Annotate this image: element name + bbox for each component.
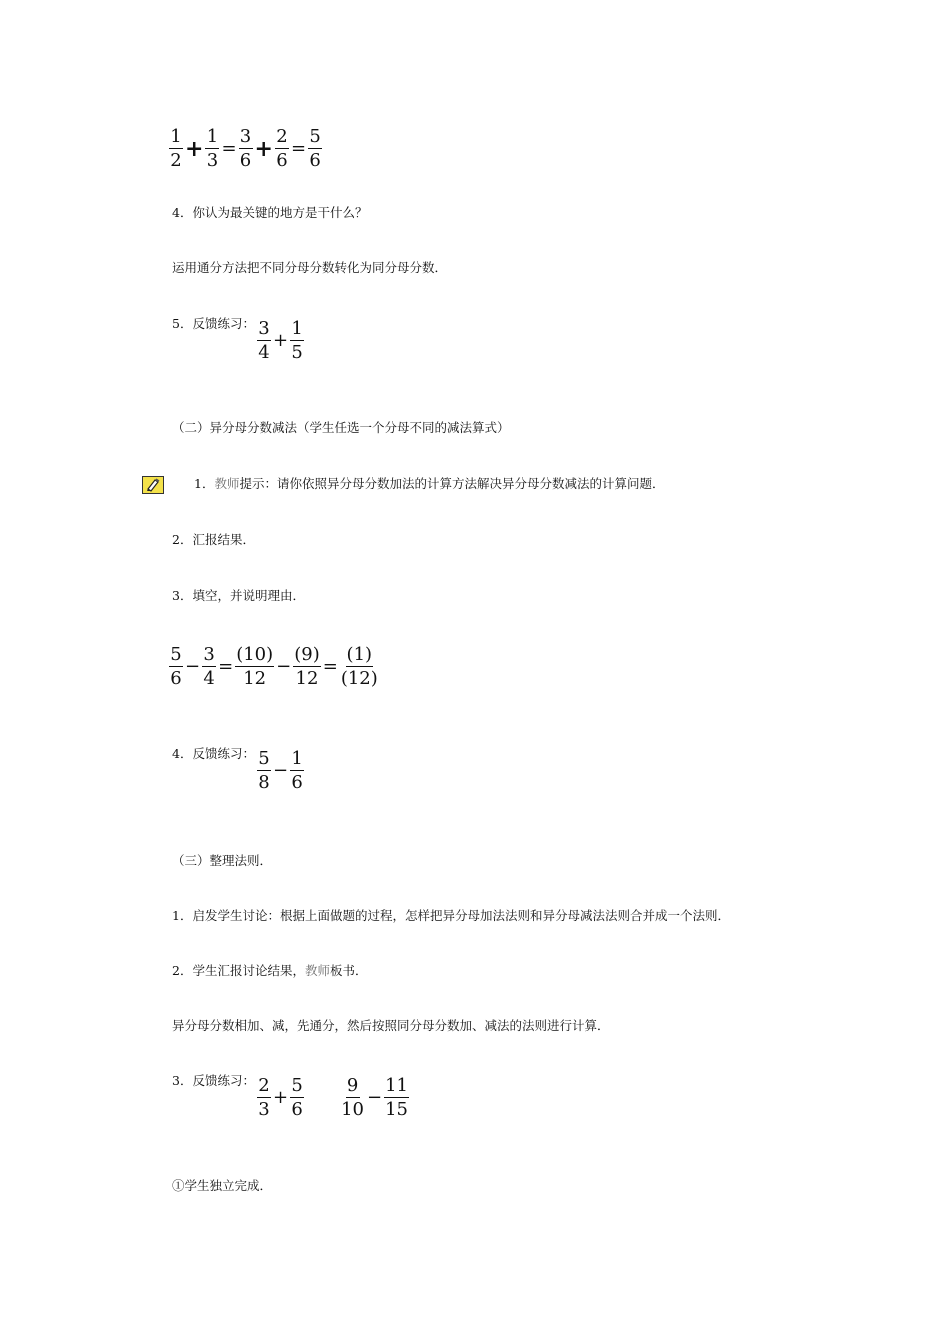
numerator: 9 xyxy=(346,1075,359,1096)
denominator: (12) xyxy=(340,668,378,689)
numerator: (1) xyxy=(346,644,373,665)
question-key-point: 4．你认为最关键的地方是干什么？ xyxy=(172,205,368,220)
numerator: 5 xyxy=(258,748,270,769)
denominator: 6 xyxy=(309,150,321,171)
equation-subtraction-fill xyxy=(168,644,380,689)
teacher-hint-text: 提示：请你依照异分母分数加法的计算方法解决异分母分数减法的计算问题． xyxy=(239,476,665,491)
feedback-practice-expression-5 xyxy=(256,318,305,363)
fraction xyxy=(204,126,220,171)
teacher-label-2: 教师 xyxy=(304,963,330,978)
teacher-hint-number: 1． xyxy=(194,476,215,491)
denominator: 4 xyxy=(203,668,215,689)
independent-completion: ①学生独立完成． xyxy=(172,1178,273,1193)
denominator: 5 xyxy=(291,342,303,363)
denominator: 8 xyxy=(258,772,270,793)
numerator: 1 xyxy=(291,318,303,339)
numerator: (9) xyxy=(294,644,320,665)
denominator: 10 xyxy=(341,1099,364,1120)
math-operator: = xyxy=(221,138,237,159)
denominator: 6 xyxy=(276,150,288,171)
math-operator: + xyxy=(185,135,204,162)
math-operator: = xyxy=(322,656,338,677)
feedback-practice-label-3: 3．反馈练习： xyxy=(172,1073,255,1088)
section-title-subtraction: （二）异分母分数减法（学生任选一个分母不同的减法算式） xyxy=(172,420,510,435)
denominator: 6 xyxy=(291,772,303,793)
math-operator: − xyxy=(276,656,292,677)
math-operator: + xyxy=(273,330,289,351)
feedback-practice-label-5: 5．反馈练习： xyxy=(172,316,255,331)
pencil-note-icon xyxy=(142,476,164,494)
fraction xyxy=(238,126,254,171)
math-operator: = xyxy=(218,656,234,677)
section-title-rules: （三）整理法则． xyxy=(172,853,273,868)
student-report xyxy=(172,963,368,979)
fraction xyxy=(339,1075,366,1120)
numerator: 1 xyxy=(170,126,182,147)
numerator: 5 xyxy=(170,644,182,665)
teacher-label: 教师 xyxy=(214,476,240,491)
denominator: 12 xyxy=(295,668,319,689)
math-operator: − xyxy=(185,656,201,677)
teacher-hint xyxy=(194,476,664,492)
fraction xyxy=(274,126,290,171)
numerator: 3 xyxy=(203,644,215,665)
fraction xyxy=(383,1075,410,1120)
fraction xyxy=(256,318,272,363)
feedback-practice-label-4: 4．反馈练习： xyxy=(172,746,255,761)
feedback-practice-expression-4 xyxy=(256,748,305,793)
denominator: 12 xyxy=(243,668,267,689)
denominator: 3 xyxy=(258,1099,270,1120)
fraction xyxy=(201,644,217,689)
student-report-suffix: 板书． xyxy=(329,963,368,978)
fraction xyxy=(289,748,305,793)
numerator: (10) xyxy=(236,644,274,665)
numerator: 1 xyxy=(291,748,303,769)
fraction xyxy=(256,748,272,793)
denominator: 6 xyxy=(170,668,182,689)
denominator: 2 xyxy=(170,150,182,171)
student-report-prefix: 2．学生汇报讨论结果， xyxy=(172,963,305,978)
fraction xyxy=(289,1075,305,1120)
discussion-prompt: 1．启发学生讨论：根据上面做题的过程，怎样把异分母加法法则和异分母减法法则合并成一个法则． xyxy=(172,908,730,923)
equation-addition-example xyxy=(168,126,323,171)
fill-in-blank-instruction: 3．填空，并说明理由． xyxy=(172,588,305,603)
math-operator: + xyxy=(254,135,273,162)
fraction xyxy=(256,1075,272,1120)
denominator: 4 xyxy=(258,342,270,363)
math-operator: + xyxy=(273,1087,289,1108)
fraction xyxy=(168,644,184,689)
numerator: 3 xyxy=(239,126,252,147)
numerator: 3 xyxy=(258,318,270,339)
fraction xyxy=(289,318,305,363)
denominator: 3 xyxy=(206,150,219,171)
denominator: 6 xyxy=(291,1099,303,1120)
numerator: 5 xyxy=(291,1075,303,1096)
fraction xyxy=(292,644,322,689)
numerator: 5 xyxy=(309,126,321,147)
denominator: 6 xyxy=(239,150,252,171)
math-operator: − xyxy=(273,760,289,781)
denominator: 15 xyxy=(385,1099,408,1120)
numerator: 11 xyxy=(385,1075,408,1096)
numerator: 1 xyxy=(206,126,219,147)
fraction xyxy=(339,644,380,689)
math-operator: = xyxy=(290,138,307,159)
math-operator: − xyxy=(367,1087,383,1108)
fraction xyxy=(168,126,184,171)
fraction xyxy=(234,644,275,689)
fraction xyxy=(307,126,323,171)
numerator: 2 xyxy=(258,1075,270,1096)
numerator: 2 xyxy=(276,126,288,147)
report-results: 2．汇报结果． xyxy=(172,532,255,547)
rule-statement: 异分母分数相加、减，先通分，然后按照同分母分数加、减法的法则进行计算． xyxy=(172,1018,610,1033)
feedback-practice-expression-3 xyxy=(256,1075,410,1120)
answer-common-denominator: 运用通分方法把不同分母分数转化为同分母分数． xyxy=(172,260,448,275)
